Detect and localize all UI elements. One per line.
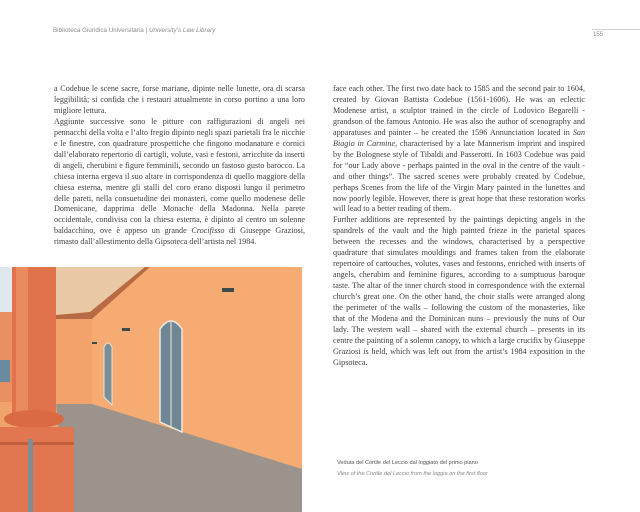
paragraph (54, 117, 305, 248)
figure-caption-english: View of the Cortile del Leccio from the loggia on the first floor (337, 471, 488, 477)
wall-lamp (122, 328, 130, 331)
page-number: 155 (593, 32, 604, 38)
loggia-photo-drawing (0, 267, 302, 512)
running-header (53, 27, 215, 34)
header-library-it: Biblioteca Giuridica Universitaria | (53, 27, 149, 34)
wall-lamp (222, 288, 234, 292)
small-arched-window (104, 343, 112, 405)
paragraph-text: face each other. The first two date back to 1585 and the second pair to 1604, created by Giovan Battista Codebue (1561-1606). He was an eclectic Modenese artist, a sculptor trained in the circle of Lodovico Begarelli - grandson of the famous Antonio. He was also the author of scenography and apparatuses and painter – he created the 1596 Annunciation located in (333, 84, 585, 137)
paragraph: a Codebue le scene sacre, forse mariane, dipinte nelle lunette, ora di scarsa leggibilità; si confida che i restauri attualmente in corso portino a una loro migliore lettura. (54, 84, 305, 115)
paragraph-text: di Giuseppe Graziosi, rimasto dall’allestimento della Gipsoteca dell’artista nel 1984. (54, 226, 305, 247)
column-pedestal (0, 427, 74, 512)
italic-church-name: San Biagio in Carmine (333, 127, 585, 148)
paragraph-text: Aggiunte successive sono le pitture con raffigurazioni di angeli nei pennacchi della volta e l’alto fregio dipinto negli spazi parietali fra le nicchie e le finestre, con quadrature prospettiche che fingono modanature e cornici dall’elaborato repertorio di cartigli, volute, vasi e festoni, arricchite da inserti di angeli, cherubini e figure femminili, secondo un fastoso gusto barocco. La chiesa interna ergeva il suo altare in corrispondenza di quello maggiore della chiesa esterna, mentre gli stalli del coro erano disposti lungo il perimetro delle pareti, nella consuetudine dei monasteri, come quello modenese delle Domenicane, dapprima delle Monache della Madonna. Nella parete occidentale, condivisa con la chiesa esterna, è dipinto al centro un solenne baldacchino, ove è appeso un grande (54, 116, 305, 236)
paragraph-text: , characterised by a late Mannerism imprint and inspired by the Bolognese style of Tibaldi and Passerotti. In 1603 Codebue was paid for “our Lady above - perhaps painted in the oval in the centre of the vault - and other things”. The sacred scenes were probably created by Codebue, perhaps Scenes from the life of the Virgin Mary painted in the lunettes and now poorly legible. However, there is great hope that these restoration works will lead to a better reading of them. (333, 138, 585, 214)
background-window (0, 360, 10, 382)
loggia-photo (0, 267, 302, 512)
paragraph (333, 84, 585, 215)
column-highlight (16, 267, 28, 417)
wall-lamp (92, 342, 97, 344)
end-wall (56, 319, 92, 404)
railing (28, 439, 33, 512)
italic-work-title: Crocifisso (191, 226, 225, 236)
column-base (4, 410, 64, 428)
italian-text-column (54, 84, 305, 248)
figure-caption-italian: Veduta del Cortile del Leccio dal loggiato del primo piano (337, 460, 478, 466)
pedestal-moulding (0, 442, 74, 445)
header-rule (592, 29, 640, 30)
paragraph: Further additions are represented by the paintings depicting angels in the spandrels of the vault and the high painted frieze in the parietal spaces between the recesses and the windows, characterised by a perspective quadrature that simulates mouldings and frames taken from the elaborate repertoire of cartouches, volutes, vases and festoons, enriched with inserts of angels, cherubim and feminine figures, according to a sumptuous baroque taste. The altar of the inner church stood in correspondence with the external church’s great one. On the other hand, the choir stalls were arranged along the perimeter of the walls – following the custom of the monasteries, like that of the Modena and the Dominican nuns – previously the nuns of Our lady. The western wall – shared with the external church – presents in its centre the painting of a solemn canopy, to which a large crucifix by Giuseppe Graziosi is held, which was left out from the artist’s 1984 exposition in the Gipsoteca. (333, 215, 585, 367)
header-library-en: University’s Law Library (148, 27, 216, 34)
english-text-column (333, 84, 585, 369)
sky (0, 267, 14, 317)
background-building (0, 312, 14, 402)
